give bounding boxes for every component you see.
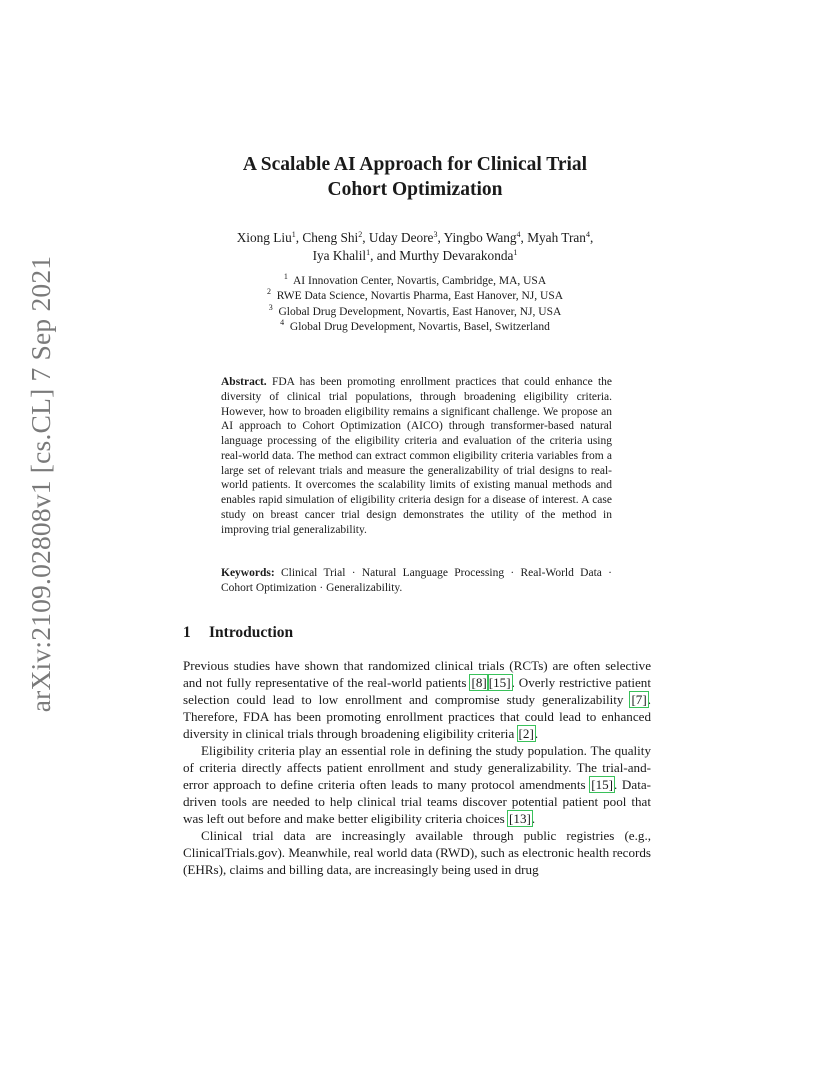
author-affiliation-mark: 4 (585, 230, 590, 239)
affiliation-text: RWE Data Science, Novartis Pharma, East Hanover, NJ, USA (276, 290, 564, 303)
affiliation-number: 2 (266, 287, 271, 297)
abstract-label: Abstract. (221, 376, 267, 388)
author-affiliation-mark: 1 (366, 247, 371, 257)
citation-link[interactable]: [13] (509, 811, 531, 826)
paragraph-text: . Therefore, FDA has been promoting enrollment practices that could lead to enhanced diversity in clinical trials through broadening eligibility criteria (183, 692, 651, 741)
affiliation-number: 3 (268, 302, 273, 312)
author-line-1 (180, 229, 650, 247)
author-separator: , and (370, 247, 400, 263)
paragraph-text: Clinical trial data are increasingly available through public registries (e.g., ClinicalTrials.gov). Meanwhile, real world data (RWD), such as electronic health records (EHRs), claims and billing data, are increasingly being used in drug (183, 828, 651, 877)
paragraph-text: . (534, 726, 539, 741)
author-name: Uday Deore (368, 230, 434, 245)
section-number: 1 (183, 624, 191, 641)
author-separator: , (295, 230, 303, 245)
affiliation-text: Global Drug Development, Novartis, East Hanover, NJ, USA (278, 305, 562, 318)
section-heading (183, 624, 293, 642)
author-affiliation-mark: 4 (516, 230, 521, 239)
body-text (183, 657, 651, 878)
author-affiliation-mark: 1 (513, 247, 518, 257)
author-affiliation-mark: 2 (358, 230, 363, 239)
affiliation-text: Global Drug Development, Novartis, Basel, Switzerland (289, 321, 550, 334)
abstract (221, 375, 612, 537)
affiliation (200, 274, 630, 289)
author-affiliation-mark: 3 (433, 230, 438, 239)
paragraph (183, 657, 651, 742)
title-line-1: A Scalable AI Approach for Clinical Trial (242, 154, 588, 175)
paragraph (183, 827, 651, 878)
paragraph-text: Eligibility criteria play an essential role in defining the study population. The quality of criteria directly affects patient enrollment and study generalizability. The trial-and-error approach to define criteria often leads to many protocol amendments (183, 743, 651, 792)
author-name: Iya Khalil (312, 247, 367, 263)
affiliation-number: 1 (283, 272, 288, 281)
paper-title (180, 152, 650, 202)
section-title: Introduction (209, 624, 294, 641)
paragraph-text: . Data-driven tools are needed to help clinical trial teams discover potential patient pool that was left out before and make better eligibility criteria choices (183, 777, 652, 826)
affiliation (200, 320, 630, 335)
arxiv-id: arXiv:2109.02808v1 [cs.CL] 7 Sep 2021 (25, 255, 56, 713)
keywords-label: Keywords: (221, 567, 275, 579)
author-name: Cheng Shi (302, 230, 359, 245)
author-separator: , (589, 230, 594, 245)
affiliation-list (200, 274, 630, 336)
author-name: Murthy Devarakonda (399, 247, 514, 263)
author-list (180, 229, 650, 264)
keywords-text: Clinical Trial · Natural Language Processing · Real-World Data · Cohort Optimization · Generalizability. (221, 567, 612, 594)
title-line-2: Cohort Optimization (327, 179, 503, 200)
affiliation-text: AI Innovation Center, Novartis, Cambridge, MA, USA (292, 275, 547, 287)
paragraph (183, 742, 651, 827)
author-separator: , (520, 230, 528, 245)
citation-link[interactable]: [15] (591, 777, 614, 792)
citation-link[interactable]: [7] (631, 692, 647, 707)
affiliation-number: 4 (280, 318, 285, 328)
abstract-text: FDA has been promoting enrollment practices that could enhance the diversity of clinical trial populations, through broadening eligibility criteria. However, how to broaden eligibility remains a significant challenge. We propose an AI approach to Cohort Optimization (AICO) through transformer-based natural language processing of the eligibility criteria and evaluation of the criteria using real-world data. The method can extract common eligibility criteria variables from a large set of relevant trials and measure the generalizability of trial designs to real-world patients. It overcomes the scalability limits of existing manual methods and enables rapid simulation of eligibility criteria design for a disease of interest. A case study on breast cancer trial design demonstrates the utility of the method in improving trial generalizability. (221, 376, 612, 536)
author-separator: , (362, 230, 369, 245)
author-affiliation-mark: 1 (291, 230, 296, 239)
citation-link[interactable]: [8] (471, 675, 487, 690)
author-name: Myah Tran (527, 230, 586, 245)
author-separator: , (437, 230, 444, 245)
paragraph-text: . Overly restrictive patient selection could lead to low enrollment and compromise study generalizability (183, 675, 651, 707)
affiliation (200, 289, 630, 304)
citation-link[interactable]: [2] (518, 726, 534, 741)
paragraph-text: . (531, 811, 536, 826)
author-name: Yingbo Wang (443, 230, 517, 245)
author-name: Xiong Liu (236, 230, 292, 245)
arxiv-identifier-margin (20, 255, 62, 713)
keywords (221, 566, 612, 596)
paragraph-text: Previous studies have shown that randomized clinical trials (RCTs) are often selective and not fully representative of the real-world patients (183, 658, 651, 690)
affiliation (200, 302, 630, 320)
author-line-2 (180, 247, 650, 265)
citation-link[interactable]: [15] (488, 675, 511, 690)
